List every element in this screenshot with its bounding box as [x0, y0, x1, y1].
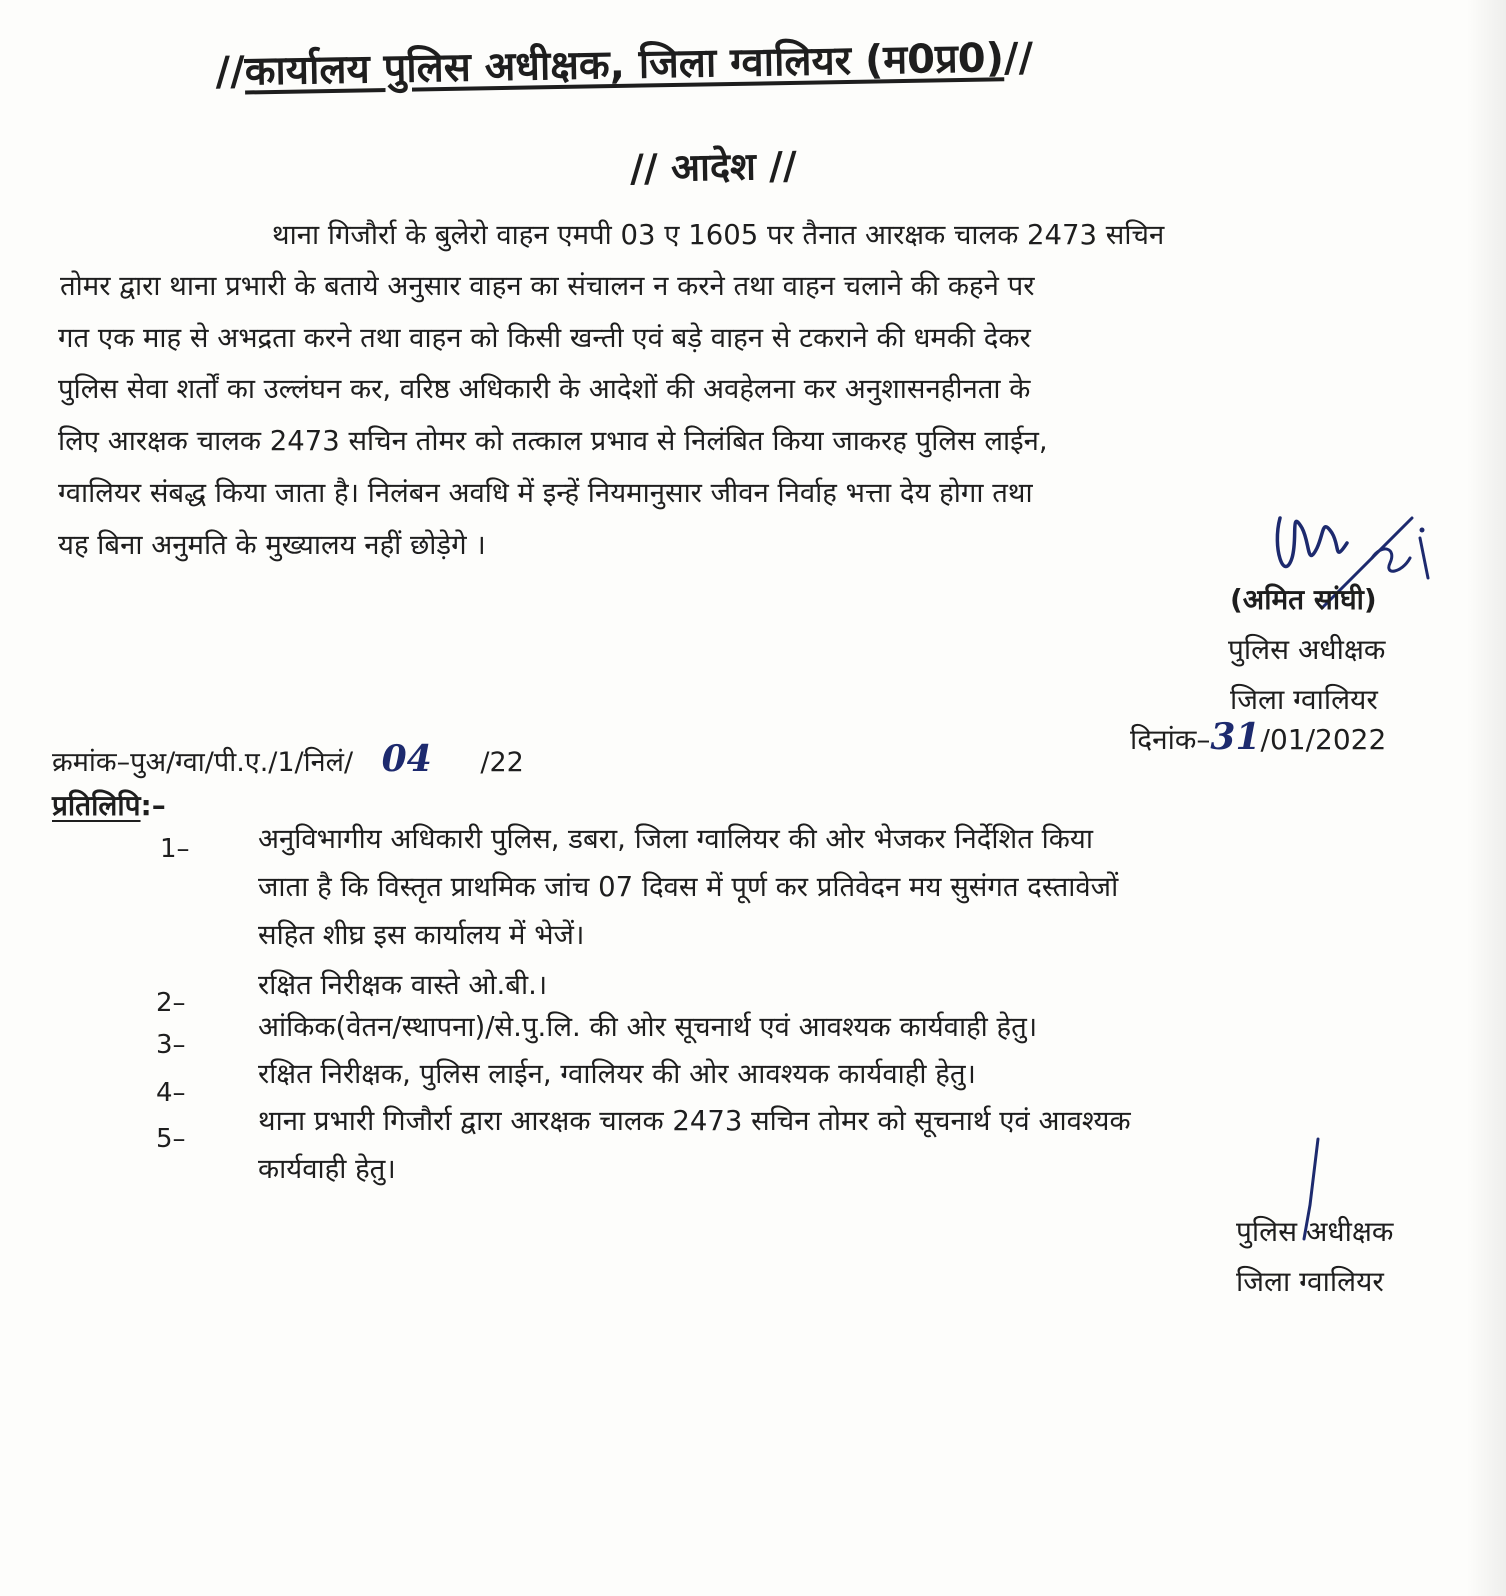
copy-item-4-line-1: रक्षित निरीक्षक, पुलिस लाईन, ग्वालियर की ओर आवश्यक कार्यवाही हेतु। — [258, 1058, 976, 1090]
body-line-4: पुलिस सेवा शर्तों का उल्लंघन कर, वरिष्ठ अधिकारी के आदेशों की अवहेलना कर अनुशासनहीनता के — [58, 373, 1031, 405]
header-prefix: // — [215, 48, 246, 95]
copy-item-5-line-2: कार्यवाही हेतु। — [258, 1153, 396, 1185]
reference-handwritten-number: 04 — [381, 738, 432, 780]
copy-item-1-line-1: अनुविभागीय अधिकारी पुलिस, डबरा, जिला ग्वालियर की ओर भेजकर निर्देशित किया — [258, 823, 1093, 855]
date-rest: /01/2022 — [1260, 723, 1387, 756]
copy-item-3-line-1: आंकिक(वेतन/स्थापना)/से.पु.लि. की ओर सूचनार्थ एवं आवश्यक कार्यवाही हेतु। — [258, 1011, 1038, 1043]
copy-item-number-1: 1– — [160, 834, 190, 864]
body-line-5: लिए आरक्षक चालक 2473 सचिन तोमर को तत्काल प्रभाव से निलंबित किया जाकरह पुलिस लाईन, — [58, 425, 1048, 457]
header-title: कार्यालय पुलिस अधीक्षक, जिला ग्वालियर (म0प्र0) — [244, 35, 1005, 95]
footer-designation: पुलिस अधीक्षक — [1236, 1215, 1394, 1248]
body-line-3: गत एक माह से अभद्रता करने तथा वाहन को किसी खन्ती एवं बड़े वाहन से टकराने की धमकी देकर — [58, 322, 1031, 354]
copy-item-2-line-1: रक्षित निरीक्षक वास्ते ओ.बी.। — [258, 969, 548, 1001]
date-handwritten-day: 31 — [1210, 716, 1261, 758]
copy-item-1-line-2: जाता है कि विस्तृत प्राथमिक जांच 07 दिवस में पूर्ण कर प्रतिवेदन मय सुसंगत दस्तावेजों — [258, 871, 1119, 903]
signatory-district: जिला ग्वालियर — [1230, 683, 1378, 716]
copy-label-text: प्रतिलिपि — [52, 789, 141, 822]
copy-item-number-2: 2– — [156, 988, 186, 1018]
body-line-7: यह बिना अनुमति के मुख्यालय नहीं छोड़ेगे । — [58, 529, 486, 561]
date-label: दिनांक– — [1130, 723, 1211, 756]
copy-item-1-line-3: सहित शीघ्र इस कार्यालय में भेजें। — [258, 919, 585, 951]
copy-label-suffix: :– — [140, 789, 166, 822]
order-date — [1130, 716, 1386, 758]
body-line-1: थाना गिजौर्रा के बुलेरो वाहन एमपी 03 ए 1605 पर तैनात आरक्षक चालक 2473 सचिन — [272, 219, 1165, 251]
copy-item-number-4: 4– — [156, 1078, 186, 1108]
body-line-2: तोमर द्वारा थाना प्रभारी के बताये अनुसार वाहन का संचालन न करने तथा वाहन चलाने की कहने पर — [60, 270, 1035, 302]
office-header — [215, 23, 1316, 97]
reference-suffix: /22 — [480, 747, 524, 778]
copy-item-5-line-1: थाना प्रभारी गिजौर्रा द्वारा आरक्षक चालक 2473 सचिन तोमर को सूचनार्थ एवं आवश्यक — [258, 1105, 1131, 1137]
page-edge-shadow — [1466, 0, 1506, 1596]
reference-number — [52, 738, 524, 780]
body-line-6: ग्वालियर संबद्ध किया जाता है। निलंबन अवधि में इन्हें नियमानुसार जीवन निर्वाह भत्ता देय होगा तथा — [58, 477, 1033, 509]
copy-item-number-3: 3– — [156, 1030, 186, 1060]
header-suffix: // — [1003, 34, 1034, 82]
reference-prefix: क्रमांक–पुअ/ग्वा/पी.ए./1/निलं/ — [52, 747, 354, 778]
footer-district: जिला ग्वालियर — [1236, 1265, 1384, 1298]
order-title: // आदेश // — [629, 143, 798, 191]
signatory-name: (अमित सांघी) — [1230, 583, 1377, 616]
copy-item-number-5: 5– — [156, 1124, 186, 1154]
signatory-designation: पुलिस अधीक्षक — [1228, 633, 1386, 666]
copy-to-label — [52, 786, 166, 824]
